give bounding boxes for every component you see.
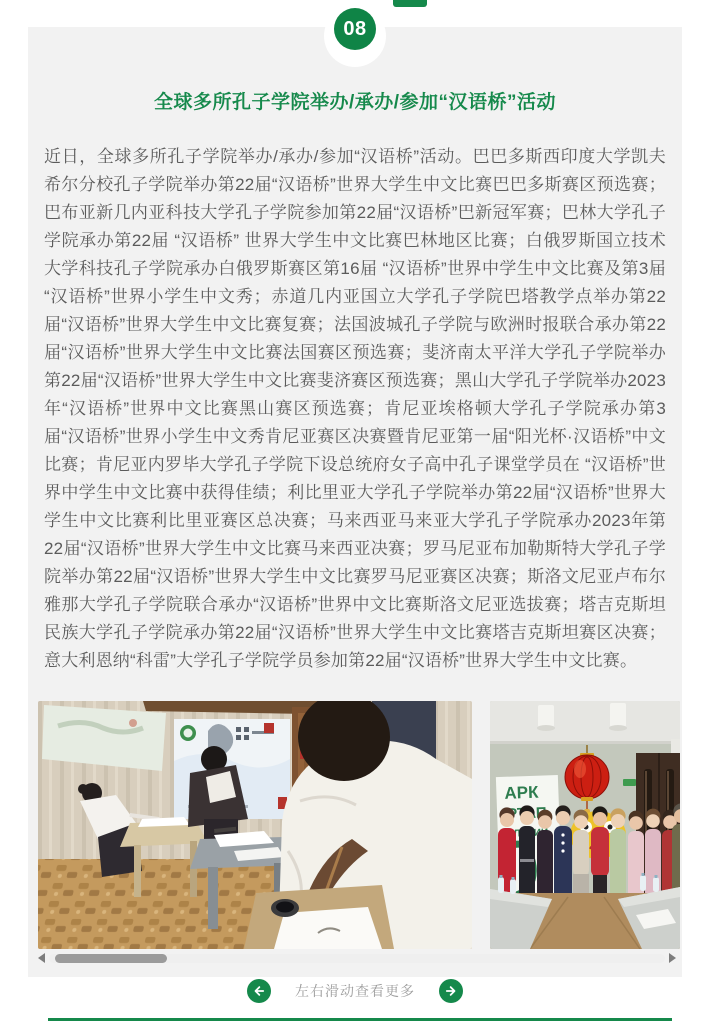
exit-sign <box>623 779 636 786</box>
section-connector <box>393 0 427 7</box>
scrollbar-track[interactable] <box>49 954 665 963</box>
carousel-viewport[interactable] <box>38 701 682 949</box>
photo-group-ceremony[interactable] <box>490 701 680 949</box>
calligraphy-scene <box>38 701 472 949</box>
scrollbar-right-arrow[interactable] <box>669 953 676 963</box>
scrollbar-left-arrow[interactable] <box>38 953 45 963</box>
section-title: 全球多所孔子学院举办/承办/参加“汉语桥”活动 <box>153 92 557 113</box>
scrollbar-thumb[interactable] <box>55 954 167 963</box>
section-card <box>28 17 682 999</box>
carousel-scrollbar[interactable] <box>38 951 676 965</box>
carousel-prev-button[interactable] <box>247 979 271 1003</box>
section-number: 08 <box>334 8 376 50</box>
arrow-left-icon <box>252 984 266 998</box>
group-photo-scene <box>490 701 680 949</box>
section-number-badge <box>324 5 386 67</box>
carousel-nav <box>38 979 672 1003</box>
swipe-hint-text: 左右滑动查看更多 <box>295 983 415 999</box>
photo-calligraphy-contest[interactable] <box>38 701 472 949</box>
photo-carousel <box>38 701 682 1021</box>
article-paragraph: 近日，全球多所孔子学院举办/承办/参加“汉语桥”活动。巴巴多斯西印度大学凯夫希尔分校孔子学院举办第22届“汉语桥”世界大学生中文比赛巴巴多斯赛区预选赛；巴布亚新几内亚科技大学孔子学院参加第22届“汉语桥”巴新冠军赛；巴林大学孔子学院承办第22届 “汉语桥” 世界大学生中文比赛巴林地区比赛；白俄罗斯国立技术大学科技孔子学院承办白俄罗斯赛区第16届 “汉语桥”世界中学生中文比赛及第3届 “汉语桥”世界小学生中文秀；赤道几内亚国立大学孔子学院巴塔教学点举办第22届“汉语桥”世界大学生中文比赛复赛；法国波城孔子学院与欧洲时报联合承办第22届“汉语桥”世界大学生中文比赛法国赛区预选赛；斐济南太平洋大学孔子学院举办第22届“汉语桥”世界大学生中文比赛斐济赛区预选赛；黑山大学孔子学院举办2023年“汉语桥”世界中文比赛黑山赛区预选赛；肯尼亚埃格顿大学孔子学院承办第3届“汉语桥”世界小学生中文秀肯尼亚赛区决赛暨肯尼亚第一届“阳光杯·汉语桥”中文比赛；肯尼亚内罗毕大学孔子学院下设总统府女子高中孔子课堂学员在 “汉语桥”世界中学生中文比赛中获得佳绩；利比里亚大学孔子学院举办第22届“汉语桥”世界大学生中文比赛利比里亚赛区总决赛；马来西亚马来亚大学孔子学院承办2023年第22届“汉语桥”世界大学生中文比赛马来西亚决赛；罗马尼亚布加勒斯特大学孔子学院举办第22届“汉语桥”世界大学生中文比赛罗马尼亚赛区决赛；斯洛文尼亚卢布尔雅那大学孔子学院联合承办“汉语桥”世界中文比赛斯洛文尼亚选拔赛；塔吉克斯坦民族大学孔子学院承办第22届“汉语桥”世界大学生中文比赛塔吉克斯坦赛区决赛；意大利恩纳“科雷”大学孔子学院学员参加第22届“汉语桥”世界大学生中文比赛。 <box>44 147 666 670</box>
carousel-next-button[interactable] <box>439 979 463 1003</box>
ceiling <box>490 701 680 743</box>
arrow-right-icon <box>444 984 458 998</box>
banner-text-1: АРК <box>504 782 539 803</box>
